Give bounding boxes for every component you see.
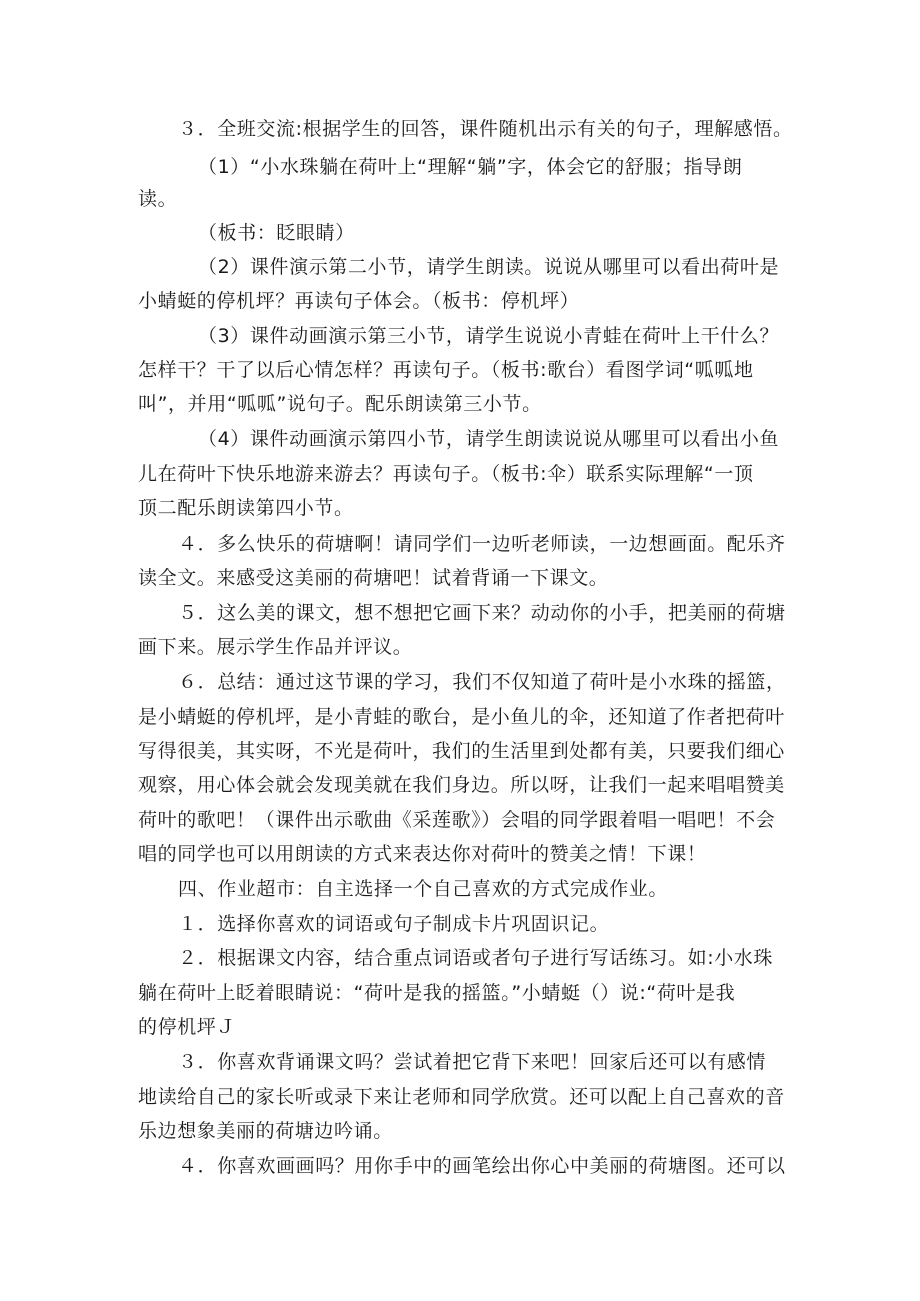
text-line: 读全文。来感受这美丽的荷塘吧！试着背诵一下课文。	[138, 567, 609, 589]
text-line: 乐边想象美丽的荷塘边吟诵。	[138, 1120, 393, 1142]
text-line: （4）课件动画演示第四小节，请学生朗读说说从哪里可以看出小鱼	[198, 428, 780, 450]
text-line: 地读给自己的家长听或录下来让老师和同学欣赏。还可以配上自己喜欢的音	[138, 1086, 785, 1108]
text-line: ４．你喜欢画画吗？用你手中的画笔绘出你心中美丽的荷塘图。还可以	[178, 1155, 786, 1177]
text-line: 四、作业超市：自主选择一个自己喜欢的方式完成作业。	[178, 878, 669, 900]
text-line: （2）课件演示第二小节，请学生朗读。说说从哪里可以看出荷叶是	[198, 256, 780, 278]
text-line: ５．这么美的课文，想不想把它画下来？动动你的小手，把美丽的荷塘	[178, 602, 786, 624]
text-line: ３．你喜欢背诵课文吗？尝试着把它背下来吧！回家后还可以有感情	[178, 1051, 767, 1073]
text-line: 唱的同学也可以用朗读的方式来表达你对荷叶的赞美之情！下课！	[138, 843, 707, 865]
text-line: ３．全班交流:根据学生的回答，课件随机出示有关的句子，理解感悟。	[178, 118, 793, 140]
text-line: 小蜻蜓的停机坪？再读句子体会。（板书：停机坪）	[138, 290, 580, 312]
text-line: ６．总结：通过这节课的学习，我们不仅知道了荷叶是小水珠的摇篮，	[178, 671, 786, 693]
text-line: （3）课件动画演示第三小节，请学生说说小青蛙在荷叶上干什么？	[198, 325, 780, 347]
text-line: 叫”，并用“呱呱”说句子。配乐朗读第三小节。	[138, 393, 542, 415]
text-line: （1）“小水珠躺在荷叶上“理解“躺”字，体会它的舒服；指导朗	[198, 156, 743, 178]
text-line: 读。	[138, 188, 178, 210]
text-line: 的停机坪Ｊ	[138, 1016, 237, 1038]
text-line: 怎样干？干了以后心情怎样？再读句子。（板书:歌台）看图学词“呱呱地	[138, 359, 754, 381]
text-line: 荷叶的歌吧！（课件出示歌曲《采莲歌》）会唱的同学跟着唱一唱吧！不会	[138, 809, 776, 831]
text-line: 儿在荷叶下快乐地游来游去？再读句子。（板书:伞）联系实际理解“一顶	[138, 463, 754, 485]
text-line: 躺在荷叶上眨着眼睛说：“荷叶是我的摇篮。”小蜻蜓（）说:“荷叶是我	[138, 982, 736, 1004]
text-line: ４．多么快乐的荷塘啊！请同学们一边听老师读，一边想画面。配乐齐	[178, 533, 786, 555]
text-line: （板书：眨眼睛）	[198, 222, 355, 244]
text-line: 是小蜻蜓的停机坪，是小青蛙的歌台，是小鱼儿的伞，还知道了作者把荷叶	[138, 706, 785, 728]
text-line: 画下来。展示学生作品并评议。	[138, 636, 413, 658]
text-line: 写得很美，其实呀，不光是荷叶，我们的生活里到处都有美，只要我们细心	[138, 740, 785, 762]
text-line: １．选择你喜欢的词语或句子制成卡片巩固识记。	[178, 913, 610, 935]
text-line: 顶二配乐朗读第四小节。	[138, 497, 354, 519]
text-line: 观察，用心体会就会发现美就在我们身边。所以呀，让我们一起来唱唱赞美	[138, 774, 785, 796]
text-line: ２．根据课文内容，结合重点词语或者句子进行写话练习。如:小水珠	[178, 947, 774, 969]
